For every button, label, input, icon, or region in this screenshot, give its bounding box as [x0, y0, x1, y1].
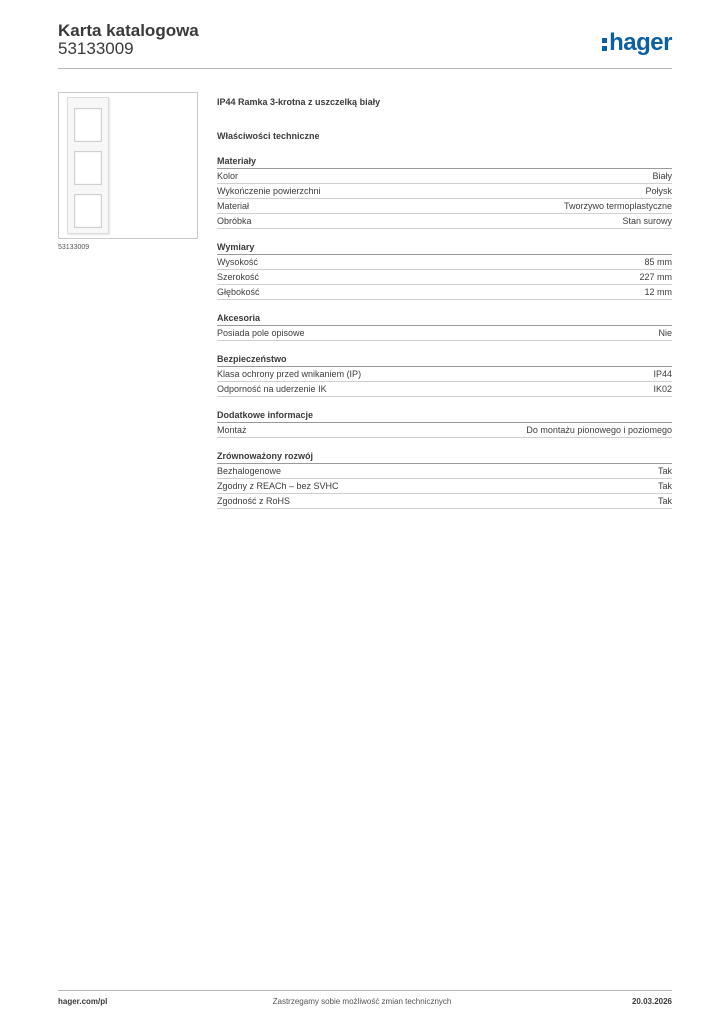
hager-logo: [602, 31, 672, 55]
spec-value: Tak: [657, 466, 672, 476]
spec-row: [217, 285, 672, 300]
spec-label: Posiada pole opisowe: [217, 328, 305, 338]
logo-colon-icon: [602, 36, 607, 52]
spec-value: Biały: [652, 171, 672, 181]
spec-value: 227 mm: [639, 272, 672, 282]
section-title: Wymiary: [217, 241, 672, 255]
footer-date: 20.03.2026: [631, 997, 672, 1006]
spec-label: Szerokość: [217, 272, 260, 282]
spec-section: [217, 409, 672, 438]
spec-value: Tworzywo termoplastyczne: [563, 201, 672, 211]
header-divider: [58, 68, 672, 69]
spec-section: [217, 155, 672, 229]
spec-label: Zgodny z REACh – bez SVHC: [217, 481, 339, 491]
spec-row: [217, 199, 672, 214]
spec-row: [217, 382, 672, 397]
product-name: IP44 Ramka 3-krotna z uszczelką biały: [217, 97, 381, 107]
spec-value: Stan surowy: [622, 216, 672, 226]
spec-label: Bezhalogenowe: [217, 466, 282, 476]
frame-opening-1: [74, 108, 102, 142]
spec-row: [217, 464, 672, 479]
spec-row: [217, 214, 672, 229]
section-title: Zrównoważony rozwój: [217, 450, 672, 464]
footer-disclaimer: Zastrzegamy sobie możliwość zmian technicznych: [272, 997, 452, 1006]
spec-section: [217, 312, 672, 341]
logo-text: hager: [609, 29, 672, 56]
section-title: Materiały: [217, 155, 672, 169]
spec-value: Do montażu pionowego i poziomego: [526, 425, 672, 435]
spec-label: Głębokość: [217, 287, 260, 297]
spec-value: 12 mm: [644, 287, 672, 297]
spec-value: Tak: [657, 481, 672, 491]
section-title: Akcesoria: [217, 312, 672, 326]
spec-label: Odporność na uderzenie IK: [217, 384, 327, 394]
product-details: [217, 95, 672, 509]
document-title: Karta katalogowa: [58, 21, 199, 40]
spec-label: Obróbka: [217, 216, 252, 226]
product-number: 53133009: [58, 39, 134, 58]
technical-properties-heading: Właściwości techniczne: [217, 131, 320, 141]
spec-label: Montaż: [217, 425, 247, 435]
spec-row: [217, 423, 672, 438]
triple-frame-picture: [67, 97, 109, 234]
spec-value: Tak: [657, 496, 672, 506]
spec-row: [217, 494, 672, 509]
spec-value: IK02: [653, 384, 672, 394]
spec-value: Nie: [658, 328, 672, 338]
spec-label: Wysokość: [217, 257, 258, 267]
spec-row: [217, 479, 672, 494]
spec-label: Kolor: [217, 171, 239, 181]
footer-website[interactable]: hager.com/pl: [58, 997, 108, 1006]
spec-row: [217, 255, 672, 270]
spec-label: Zgodność z RoHS: [217, 496, 291, 506]
image-caption: 53133009: [58, 244, 90, 251]
spec-section: [217, 353, 672, 397]
frame-opening-3: [74, 194, 102, 228]
page-header: [58, 20, 672, 70]
footer-divider: [58, 990, 672, 991]
spec-value: IP44: [653, 369, 672, 379]
spec-row: [217, 169, 672, 184]
spec-label: Materiał: [217, 201, 250, 211]
frame-opening-2: [74, 151, 102, 185]
section-title: Bezpieczeństwo: [217, 353, 672, 367]
spec-row: [217, 270, 672, 285]
spec-row: [217, 326, 672, 341]
spec-section: [217, 450, 672, 509]
spec-label: Klasa ochrony przed wnikaniem (IP): [217, 369, 362, 379]
properties-sections: [217, 155, 672, 509]
spec-value: Połysk: [645, 186, 672, 196]
product-image: [58, 92, 198, 239]
spec-value: 85 mm: [644, 257, 672, 267]
spec-label: Wykończenie powierzchni: [217, 186, 321, 196]
spec-row: [217, 367, 672, 382]
spec-row: [217, 184, 672, 199]
section-title: Dodatkowe informacje: [217, 409, 672, 423]
spec-section: [217, 241, 672, 300]
